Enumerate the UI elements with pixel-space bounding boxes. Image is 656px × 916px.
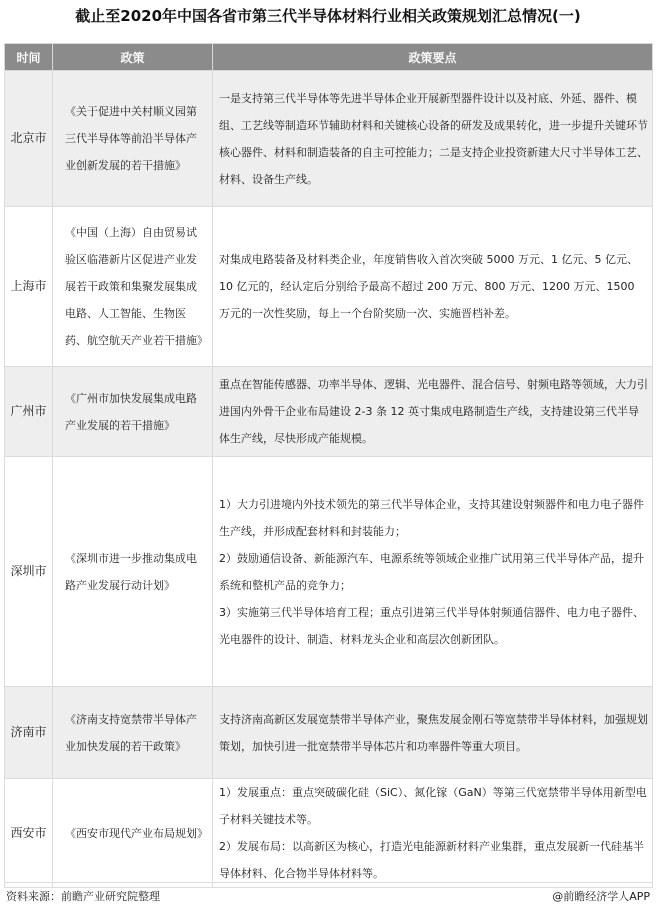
policy-table: [4, 43, 653, 888]
table-row: [5, 207, 653, 367]
page-title: 截止至2020年中国各省市第三代半导体材料行业相关政策规划汇总情况(一): [75, 7, 581, 25]
policy-point: 对集成电路装备及材料类企业，年度销售收入首次突破 5000 万元、1 亿元、5 亿元、10 亿元的，经认定后分别给予最高不超过 200 万元、800 万元、1200 万元、1500 万元的一次性奖励，每上一个台阶奖励一次、实施晋档补差。: [219, 253, 638, 320]
cell-policy: 《关于促进中关村顺义园第三代半导体等前沿半导体产业创新发展的若干措施》: [53, 71, 213, 207]
cell-policy: 《济南支持宽禁带半导体产业加快发展的若干政策》: [53, 687, 213, 779]
cell-points: [213, 207, 653, 367]
cell-points: [213, 71, 653, 207]
policy-point: 一是支持第三代半导体等先进半导体企业开展新型器件设计以及衬底、外延、器件、模组、工艺线等制造环节辅助材料和关键核心设备的研发及成果转化，进一步提升关键环节核心器件、材料和制造装备的自主可控能力；二是支持企业投资新建大尺寸半导体工艺、材料、设备生产线。: [219, 91, 648, 186]
brand-credit: @前瞻经济学人APP: [552, 890, 650, 903]
table-row: [5, 367, 653, 457]
policy-point: 3）实施第三代半导体培育工程；重点引进第三代半导体射频通信器件、电力电子器件、光电器件的设计、制造、材料龙头企业和高层次创新团队。: [219, 605, 644, 646]
cell-policy: 《深圳市进一步推动集成电路产业发展行动计划》: [53, 457, 213, 687]
policy-point: 1）大力引进境内外技术领先的第三代半导体企业，支持其建设射频器件和电力电子器件生产线，并形成配套材料和封装能力；: [219, 497, 644, 538]
cell-city: 济南市: [5, 687, 53, 779]
policy-point: 2）鼓励通信设备、新能源汽车、电源系统等领域企业推广试用第三代半导体产品，提升系统和整机产品的竞争力；: [219, 551, 644, 592]
cell-points: [213, 779, 653, 888]
cell-city: 北京市: [5, 71, 53, 207]
cell-points: [213, 457, 653, 687]
header-time: 时间: [5, 44, 53, 71]
policy-point: 1）发展重点：重点突破碳化硅（SiC）、氮化镓（GaN）等第三代宽禁带半导体用新型电子材料关键技术等。: [219, 786, 647, 826]
table-row: [5, 71, 653, 207]
header-points: 政策要点: [213, 44, 653, 71]
cell-points: [213, 367, 653, 457]
table-header-row: [5, 44, 653, 71]
cell-city: 上海市: [5, 207, 53, 367]
policy-point: 重点在智能传感器、功率半导体、逻辑、光电器件、混合信号、射频电路等领域，大力引进国内外骨干企业布局建设 2-3 条 12 英寸集成电路制造生产线，支持建设第三代半导体生产线，尽快形成产能规模。: [219, 378, 648, 445]
cell-city: 广州市: [5, 367, 53, 457]
cell-policy: 《广州市加快发展集成电路产业发展的若干措施》: [53, 367, 213, 457]
cell-policy: 《中国（上海）自由贸易试验区临港新片区促进产业发展若干政策和集聚发展集成电路、人工智能、生物医药、航空航天产业若干措施》: [53, 207, 213, 367]
header-policy: 政策: [53, 44, 213, 71]
cell-points: [213, 687, 653, 779]
cell-city: 西安市: [5, 779, 53, 888]
table-row: [5, 779, 653, 888]
table-body: [5, 71, 653, 888]
cell-policy: 《西安市现代产业布局规划》: [53, 779, 213, 888]
table-row: [5, 687, 653, 779]
policy-point: 2）发展布局：以高新区为核心，打造光电能源新材料产业集群，重点发展新一代硅基半导体材料、化合物半导体材料等。: [219, 840, 644, 880]
table-row: [5, 457, 653, 687]
footer: [4, 888, 652, 904]
cell-city: 深圳市: [5, 457, 53, 687]
source-note: 资料来源：前瞻产业研究院整理: [6, 890, 160, 903]
footer-divider: [4, 882, 652, 883]
policy-point: 支持济南高新区发展宽禁带半导体产业，聚焦发展金刚石等宽禁带半导体材料，加强规划策划，加快引进一批宽禁带半导体芯片和功率器件等重大项目。: [219, 712, 648, 753]
